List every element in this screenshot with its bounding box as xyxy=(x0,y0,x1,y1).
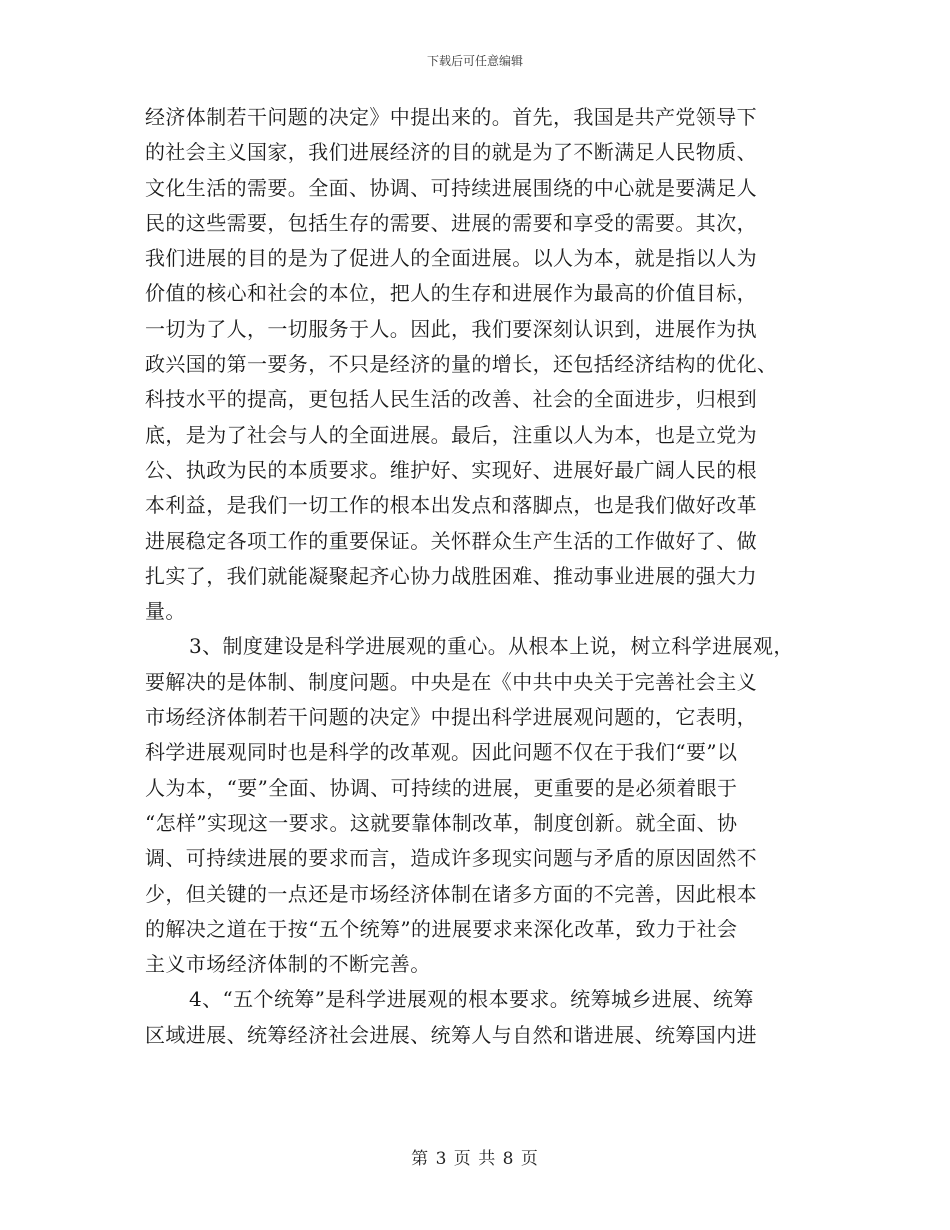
text-line: 市场经济体制若干问题的决定》中提出科学进展观问题的，它表明， xyxy=(145,705,757,730)
text-line: 量。 xyxy=(145,599,186,624)
text-line: 要解决的是体制、制度问题。中央是在《中共中央关于完善社会主义 xyxy=(145,669,757,694)
text-line: 调、可持续进展的要求而言，造成许多现实问题与矛盾的原因固然不 xyxy=(145,846,757,871)
text-line: 民的这些需要，包括生存的需要、进展的需要和享受的需要。其次， xyxy=(145,210,757,235)
text-line: 的社会主义国家，我们进展经济的目的就是为了不断满足人民物质、 xyxy=(145,140,757,165)
text-line: 经济体制若干问题的决定》中提出来的。首先，我国是共产党领导下 xyxy=(145,105,757,129)
text-line: 扎实了，我们就能凝聚起齐心协力战胜困难、推动事业进展的强大力 xyxy=(145,563,757,588)
text-line: 文化生活的需要。全面、协调、可持续进展围绕的中心就是要满足人 xyxy=(145,175,757,200)
text-line: 主义市场经济体制的不断完善。 xyxy=(145,952,431,977)
text-line: 的解决之道在于按“五个统筹”的进展要求来深化改革，致力于社会 xyxy=(145,916,738,941)
paragraph-start-line: 3、制度建设是科学进展观的重心。从根本上说，树立科学进展观， xyxy=(189,634,794,659)
text-line: 政兴国的第一要务，不只是经济的量的增长，还包括经济结构的优化、 xyxy=(145,352,778,377)
document-body xyxy=(145,100,810,1053)
text-line: 科技水平的提高，更包括人民生活的改善、社会的全面进步，归根到 xyxy=(145,387,757,412)
text-line: 人为本，“要”全面、协调、可持续的进展，更重要的是必须着眼于 xyxy=(145,775,738,800)
text-line: 本利益，是我们一切工作的根本出发点和落脚点，也是我们做好改革 xyxy=(145,493,757,518)
text-line: 少，但关键的一点还是市场经济体制在诸多方面的不完善，因此根本 xyxy=(145,881,757,906)
text-line: 区域进展、统筹经济社会进展、统筹人与自然和谐进展、统筹国内进 xyxy=(145,1022,757,1047)
text-line: 价值的核心和社会的本位，把人的生存和进展作为最高的价值目标， xyxy=(145,281,757,306)
text-line: “怎样”实现这一要求。这就要靠体制改革，制度创新。就全面、协 xyxy=(145,810,738,835)
text-line: 公、执政为民的本质要求。维护好、实现好、进展好最广阔人民的根 xyxy=(145,457,757,482)
paragraph-start-line: 4、“五个统筹”是科学进展观的根本要求。统筹城乡进展、统筹 xyxy=(189,987,754,1012)
text-line: 我们进展的目的是为了促进人的全面进展。以人为本，就是指以人为 xyxy=(145,246,757,271)
text-line: 科学进展观同时也是科学的改革观。因此问题不仅在于我们“要”以 xyxy=(145,740,738,765)
text-line: 进展稳定各项工作的重要保证。关怀群众生产生活的工作做好了、做 xyxy=(145,528,757,553)
page-header: 下载后可任意编辑 xyxy=(426,54,523,68)
text-line: 底，是为了社会与人的全面进展。最后，注重以人为本，也是立党为 xyxy=(145,422,757,447)
text-line: 一切为了人，一切服务于人。因此，我们要深刻认识到，进展作为执 xyxy=(145,316,757,341)
page-number-footer: 第 3 页 共 8 页 xyxy=(411,1149,539,1169)
